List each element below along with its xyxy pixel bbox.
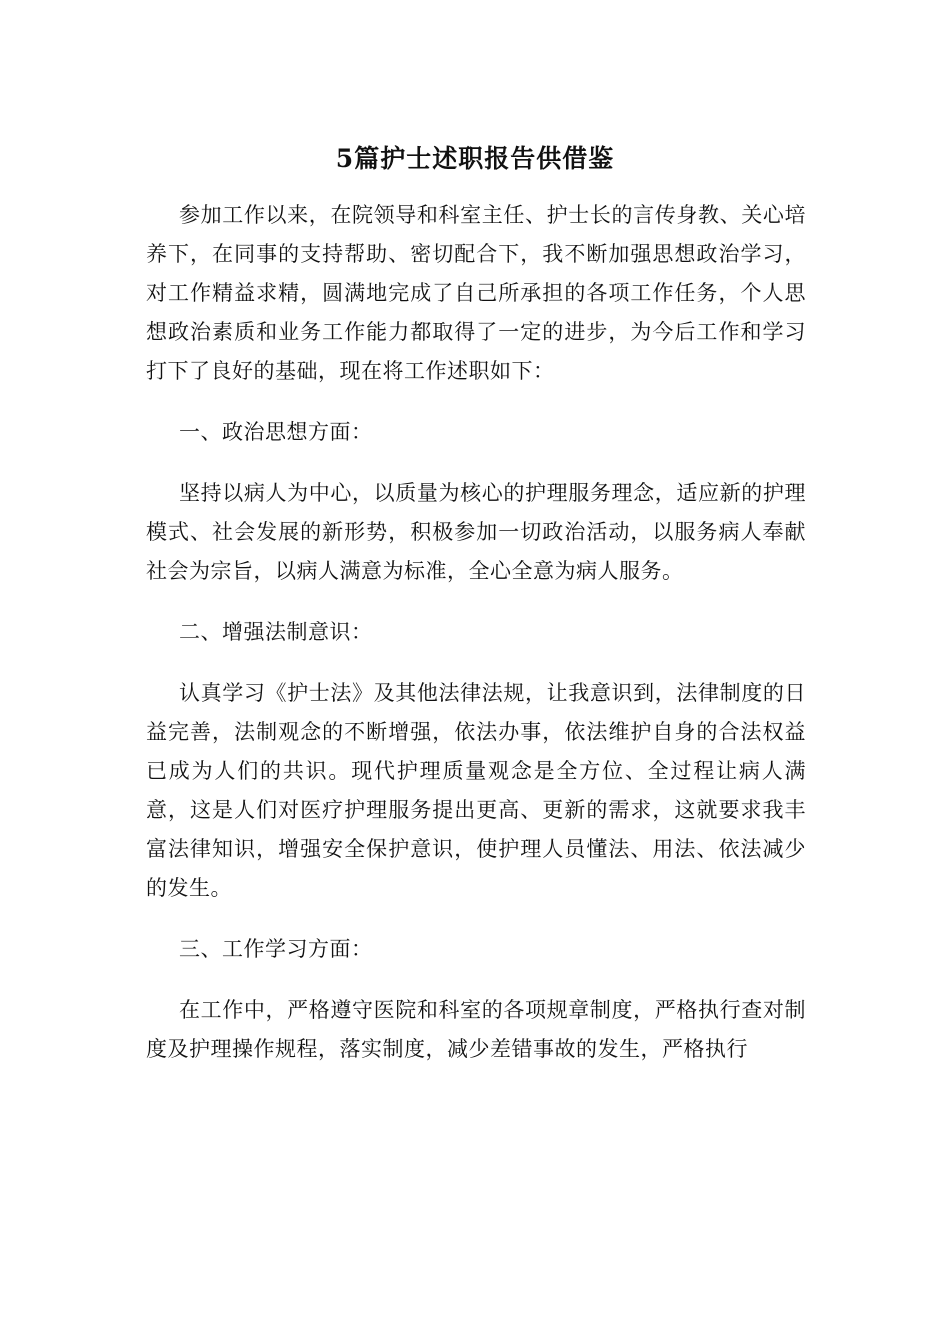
paragraph-legal: 认真学习《护士法》及其他法律法规，让我意识到，法律制度的日益完善，法制观念的不断增强，依法办事，依法维护自身的合法权益已成为人们的共识。现代护理质量观念是全方位、全过程让病人满意，这是人们对医疗护理服务提出更高、更新的需求，这就要求我丰富法律知识，增强安全保护意识，使护理人员懂法、用法、依法减少的发生。 (146, 681, 806, 900)
paragraph-political: 坚持以病人为中心，以质量为核心的护理服务理念，适应新的护理模式、社会发展的新形势，积极参加一切政治活动，以服务病人奉献社会为宗旨，以病人满意为标准，全心全意为病人服务。 (146, 481, 806, 583)
document-title: 5篇护士述职报告供借鉴 (335, 144, 615, 173)
paragraph-intro: 参加工作以来，在院领导和科室主任、护士长的言传身教、关心培养下，在同事的支持帮助、密切配合下，我不断加强思想政治学习，对工作精益求精，圆满地完成了自己所承担的各项工作任务，个人思想政治素质和业务工作能力都取得了一定的进步，为今后工作和学习打下了良好的基础，现在将工作述职如下： (146, 203, 806, 383)
section-heading-legal: 二、增强法制意识： (179, 620, 373, 644)
section-heading-political: 一、政治思想方面： (179, 420, 373, 444)
section-heading-work-study: 三、工作学习方面： (179, 937, 373, 961)
document-body (146, 196, 806, 1091)
paragraph-work-study: 在工作中，严格遵守医院和科室的各项规章制度，严格执行查对制度及护理操作规程，落实制度，减少差错事故的发生，严格执行 (146, 998, 806, 1061)
